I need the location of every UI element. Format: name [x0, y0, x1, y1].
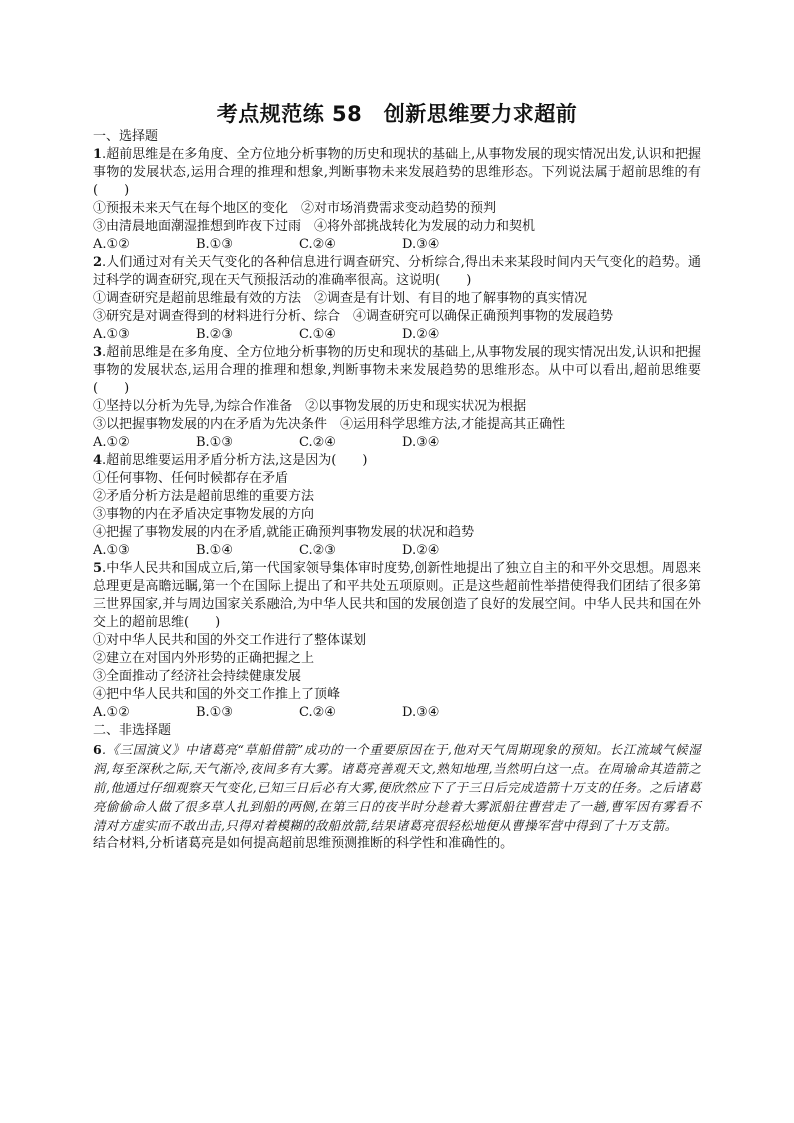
answer-choice: B.②③ [196, 327, 233, 342]
answer-choice: D.③④ [402, 705, 440, 720]
question-3 [93, 344, 701, 452]
question-stem-text: .超前思维是在多角度、全方位地分析事物的历史和现状的基础上,从事物发展的现实情况出发,认识和把握事物的发展状态,运用合理的推理和想象,判断事物未来发展趋势的思维形态。下列说法属于超前思维的有( ) [93, 147, 701, 198]
option-line: ④把中华人民共和国的外交工作推上了顶峰 [93, 687, 341, 702]
question-stem [93, 344, 701, 398]
option-line: ①任何事物、任何时候都存在矛盾 [93, 471, 289, 486]
option-line: ③由清晨地面潮湿推想到昨夜下过雨 ④将外部挑战转化为发展的动力和契机 [93, 219, 536, 234]
answer-choice: D.②④ [402, 327, 440, 342]
option-line: ②建立在对国内外形势的正确把握之上 [93, 651, 315, 666]
answer-choice: B.①④ [196, 543, 233, 558]
question-number: 4 [93, 453, 103, 468]
question-number: 3 [93, 345, 103, 360]
page-title: 考点规范练 58 创新思维要力求超前 [216, 102, 578, 126]
option-line: ③研究是对调查得到的材料进行分析、综合 ④调查研究可以确保正确预判事物的发展趋势 [93, 309, 614, 324]
answer-choice: D.②④ [402, 543, 440, 558]
question-stem [93, 146, 701, 200]
question-6-number: 6 [93, 742, 102, 757]
answer-choice: C.②④ [299, 435, 336, 450]
answer-choice: A.①③ [93, 543, 130, 558]
question-1 [93, 146, 701, 254]
option-line: ②矛盾分析方法是超前思维的重要方法 [93, 489, 315, 504]
answer-choice: B.①③ [196, 237, 233, 252]
option-line: ③事物的内在矛盾决定事物发展的方向 [93, 507, 315, 522]
question-stem-text: .人们通过对有关天气变化的各种信息进行调查研究、分析综合,得出未来某段时间内天气变化的趋势。通过科学的调查研究,现在天气预报活动的准确率很高。这说明( ) [93, 255, 701, 288]
question-stem-text: .中华人民共和国成立后,第一代国家领导集体审时度势,创新性地提出了独立自主的和平外交思想。周恩来总理更是高瞻远瞩,第一个在国际上提出了和平共处五项原则。正是这些超前性举措使得我们团结了很多第三世界国家,并与周边国家关系融洽,为中华人民共和国的发展创造了良好的发展空间。中华人民共和国在外交上的超前思维( ) [93, 561, 701, 630]
option-line: ①调查研究是超前思维最有效的方法 ②调查是有计划、有目的地了解事物的真实情况 [93, 291, 588, 306]
question-4 [93, 452, 701, 560]
answer-choice: C.②④ [299, 705, 336, 720]
answer-choice: A.①② [93, 237, 130, 252]
question-stem [93, 254, 701, 290]
answer-choice: C.②④ [299, 237, 336, 252]
answer-choices [93, 542, 701, 560]
question-number: 1 [93, 147, 103, 162]
question-stem-text: .超前思维是在多角度、全方位地分析事物的历史和现状的基础上,从事物发展的现实情况出发,认识和把握事物的发展状态,运用合理的推理和想象,判断事物未来发展趋势的思维形态。从中可以看出,超前思维要( ) [93, 345, 701, 396]
content-area [93, 128, 701, 853]
option-line: ③全面推动了经济社会持续健康发展 [93, 669, 302, 684]
option-line: ①对中华人民共和国的外交工作进行了整体谋划 [93, 633, 367, 648]
question-stem [93, 452, 701, 470]
question-number: 2 [93, 255, 103, 270]
section-choice-heading: 一、选择题 [93, 129, 159, 144]
answer-choice: D.③④ [402, 435, 440, 450]
answer-choice: A.①③ [93, 327, 130, 342]
answer-choice: C.①④ [299, 327, 336, 342]
answer-choices [93, 704, 701, 722]
answer-choices [93, 326, 701, 344]
answer-choices [93, 434, 701, 452]
answer-choice: A.①② [93, 435, 130, 450]
option-line: ③以把握事物发展的内在矛盾为先决条件 ④运用科学思维方法,才能提高其正确性 [93, 417, 566, 432]
answer-choice: B.①③ [196, 705, 233, 720]
answer-choices [93, 236, 701, 254]
question-6-material-text: .《三国演义》中诸葛亮“草船借箭”成功的一个重要原因在于,他对天气周期现象的预知。长江流域气候湿润,每至深秋之际,天气渐冷,夜间多有大雾。诸葛亮善观天文,熟知地理,当然明白这一点。在周瑜命其造箭之前,他通过仔细观察天气变化,已知三日后必有大雾,便欣然应下了于三日后完成造箭十万支的任务。之后诸葛亮偷偷命人做了很多草人扎到船的两侧,在第三日的夜半时分趁着大雾派船往曹营走了一趟,曹军因有雾看不清对方虚实而不敢出击,只得对着模糊的敌船放箭,结果诸葛亮很轻松地便从曹操军营中得到了十万支箭。 [93, 742, 701, 833]
choice-questions [93, 146, 701, 722]
question-6-prompt: 结合材料,分析诸葛亮是如何提高超前思维预测推断的科学性和准确性的。 [93, 836, 514, 851]
answer-choice: D.③④ [402, 237, 440, 252]
question-6-material [93, 740, 701, 835]
section-essay-heading: 二、非选择题 [93, 723, 172, 738]
answer-choice: A.①② [93, 705, 130, 720]
question-number: 5 [93, 561, 103, 576]
option-line: ①预报未来天气在每个地区的变化 ②对市场消费需求变动趋势的预判 [93, 201, 497, 216]
answer-choice: B.①③ [196, 435, 233, 450]
answer-choice: C.②③ [299, 543, 336, 558]
question-2 [93, 254, 701, 344]
question-stem-text: .超前思维要运用矛盾分析方法,这是因为( ) [102, 453, 368, 468]
option-line: ①坚持以分析为先导,为综合作准备 ②以事物发展的历史和现实状况为根据 [93, 399, 527, 414]
question-stem [93, 560, 701, 632]
option-line: ④把握了事物发展的内在矛盾,就能正确预判事物发展的状况和趋势 [93, 525, 475, 540]
question-5 [93, 560, 701, 722]
